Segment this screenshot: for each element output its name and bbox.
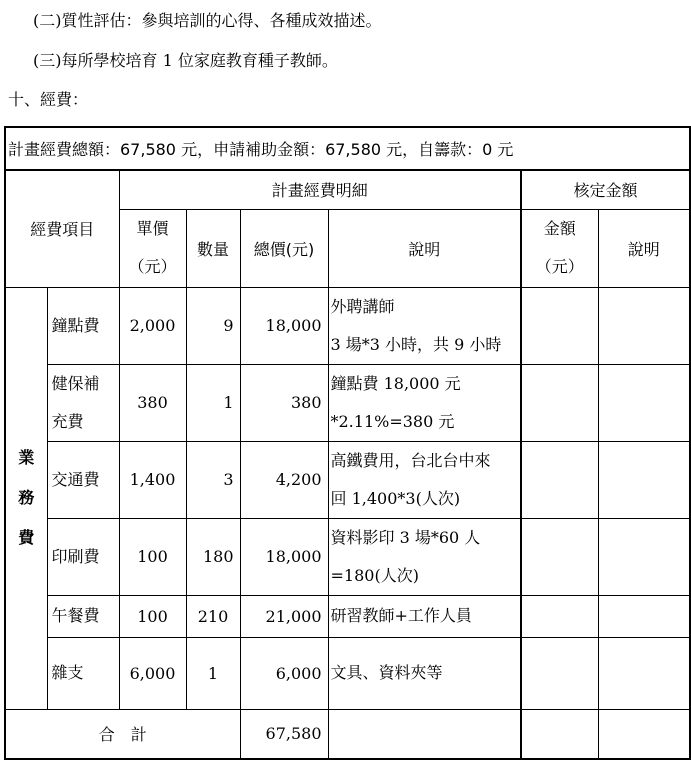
row-item: 午餐費 — [47, 595, 119, 637]
row-description-line: 文具、資料夾等 — [330, 663, 443, 682]
table-row — [5, 595, 690, 637]
table-footer-row — [5, 709, 690, 759]
header-unit-price-label: 單價 — [136, 219, 169, 238]
header-unit-price-unit: （元） — [128, 257, 177, 276]
budget-summary: 計畫經費總額：67,580 元，申請補助金額：67,580 元，自籌款：0 元 — [5, 127, 690, 170]
row-item: 交通費 — [47, 441, 119, 518]
row-unit-price: 100 — [119, 518, 186, 595]
row-approved-amount — [521, 595, 598, 637]
row-description-line: 研習教師+工作人員 — [330, 606, 472, 625]
row-approved-description — [598, 441, 690, 518]
row-item-line: 健保補 — [51, 373, 100, 393]
row-approved-amount — [521, 441, 598, 518]
row-unit-price: 380 — [119, 364, 186, 441]
row-quantity: 1 — [186, 364, 240, 441]
row-unit-price: 2,000 — [119, 287, 186, 364]
row-description-line: 高鐵費用，台北台中來 — [330, 450, 491, 470]
row-quantity: 180 — [186, 518, 240, 595]
row-item: 鐘點費 — [47, 287, 119, 364]
evaluation-qualitative: (二)質性評估：參與培訓的心得、各種成效描述。 — [33, 11, 382, 30]
footer-total: 67,580 — [240, 709, 328, 759]
row-quantity: 9 — [186, 287, 240, 364]
header-total: 總價(元) — [240, 209, 328, 287]
row-description-line: 回 1,400*3(人次) — [330, 488, 461, 508]
row-total: 4,200 — [240, 441, 328, 518]
header-approved-amount-unit: （元） — [535, 257, 584, 276]
footer-label: 合 計 — [5, 709, 240, 759]
row-description-line: 資料影印 3 場*60 人 — [330, 527, 481, 547]
row-quantity: 1 — [186, 637, 240, 709]
category-char: 務 — [18, 488, 35, 507]
row-description — [328, 595, 521, 637]
row-description — [328, 287, 521, 364]
row-description-line: 3 場*3 小時，共 9 小時 — [330, 334, 502, 354]
row-description-line: *2.11%=380 元 — [330, 411, 455, 431]
row-total: 21,000 — [240, 595, 328, 637]
table-row — [5, 518, 690, 595]
row-description — [328, 637, 521, 709]
row-description — [328, 518, 521, 595]
evaluation-seed-teacher: (三)每所學校培育 1 位家庭教育種子教師。 — [33, 51, 338, 70]
row-approved-amount — [521, 364, 598, 441]
header-item: 經費項目 — [5, 170, 119, 287]
header-approved-description: 說明 — [598, 209, 690, 287]
header-approved-amount — [521, 209, 598, 287]
section-title-budget: 十、經費： — [8, 90, 89, 109]
row-description — [328, 364, 521, 441]
row-approved-amount — [521, 518, 598, 595]
row-total: 6,000 — [240, 637, 328, 709]
header-detail-group: 計畫經費明細 — [119, 170, 521, 209]
table-row — [5, 287, 690, 364]
row-approved-description — [598, 364, 690, 441]
row-total: 380 — [240, 364, 328, 441]
table-row — [5, 364, 690, 441]
footer-approved-description — [598, 709, 690, 759]
table-row — [5, 441, 690, 518]
row-total: 18,000 — [240, 287, 328, 364]
row-quantity: 3 — [186, 441, 240, 518]
row-unit-price: 6,000 — [119, 637, 186, 709]
row-description-line: =180(人次) — [330, 565, 419, 585]
category-business-expense — [5, 287, 47, 709]
row-item-line: 充費 — [51, 411, 84, 431]
budget-table — [4, 126, 691, 760]
header-approved-group: 核定金額 — [521, 170, 690, 209]
row-item — [47, 364, 119, 441]
category-char: 業 — [18, 448, 35, 467]
row-approved-description — [598, 287, 690, 364]
header-approved-amount-label: 金額 — [543, 219, 576, 238]
row-unit-price: 100 — [119, 595, 186, 637]
row-item: 雜支 — [47, 637, 119, 709]
row-unit-price: 1,400 — [119, 441, 186, 518]
category-char: 費 — [18, 528, 35, 547]
row-approved-description — [598, 637, 690, 709]
row-approved-amount — [521, 637, 598, 709]
row-item: 印刷費 — [47, 518, 119, 595]
header-quantity: 數量 — [186, 209, 240, 287]
row-total: 18,000 — [240, 518, 328, 595]
row-quantity: 210 — [186, 595, 240, 637]
row-approved-amount — [521, 287, 598, 364]
row-approved-description — [598, 518, 690, 595]
table-row — [5, 637, 690, 709]
row-approved-description — [598, 595, 690, 637]
row-description-line: 外聘講師 — [330, 296, 395, 316]
header-unit-price — [119, 209, 186, 287]
header-description: 說明 — [328, 209, 521, 287]
row-description-line: 鐘點費 18,000 元 — [330, 373, 461, 393]
row-description — [328, 441, 521, 518]
footer-approved-amount — [521, 709, 598, 759]
footer-description — [328, 709, 521, 759]
